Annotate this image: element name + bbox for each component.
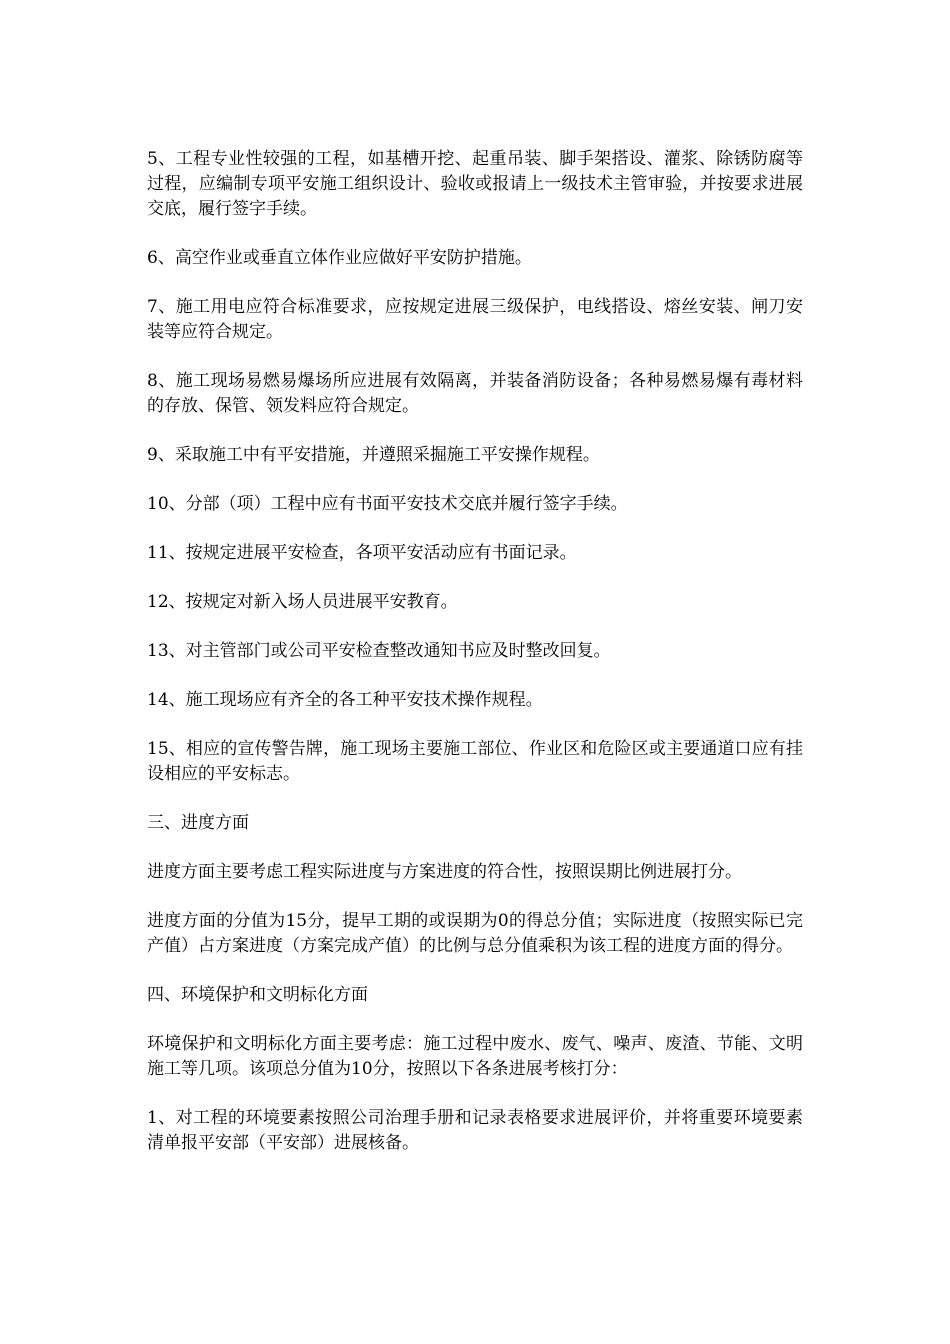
progress-intro-paragraph: 进度方面主要考虑工程实际进度与方案进度的符合性，按照误期比例进展打分。 (147, 862, 742, 882)
paragraph-item-10: 10、分部（项）工程中应有书面平安技术交底并履行签字手续。 (147, 494, 628, 514)
paragraph-item-7: 7、施工用电应符合标准要求，应按规定进展三级保护，电线搭设、熔丝安装、闸刀安装等应符合规定。 (147, 297, 803, 342)
document-body (147, 147, 803, 1180)
paragraph-item-14: 14、施工现场应有齐全的各工种平安技术操作规程。 (147, 690, 543, 710)
paragraph-item-13: 13、对主管部门或公司平安检查整改通知书应及时整改回复。 (147, 641, 611, 661)
paragraph-item-9: 9、采取施工中有平安措施，并遵照采掘施工平安操作规程。 (147, 445, 600, 465)
paragraph-item-5: 5、工程专业性较强的工程，如基槽开挖、起重吊装、脚手架搭设、灌浆、除锈防腐等过程，应编制专项平安施工组织设计、验收或报请上一级技术主管审验，并按要求进展交底，履行签字手续。 (147, 149, 803, 219)
paragraph-item-6: 6、高空作业或垂直立体作业应做好平安防护措施。 (147, 248, 532, 268)
progress-scoring-paragraph: 进度方面的分值为15分，提早工期的或误期为0的得总分值；实际进度（按照实际已完产值）占方案进度（方案完成产值）的比例与总分值乘积为该工程的进度方面的得分。 (147, 911, 803, 956)
paragraph-item-8: 8、施工现场易燃易爆场所应进展有效隔离，并装备消防设备；各种易燃易爆有毒材料的存放、保管、领发料应符合规定。 (147, 371, 803, 416)
section-heading-environment: 四、环境保护和文明标化方面 (147, 985, 368, 1005)
paragraph-item-15: 15、相应的宣传警告牌，施工现场主要施工部位、作业区和危险区或主要通道口应有挂设相应的平安标志。 (147, 739, 803, 784)
environment-intro-paragraph: 环境保护和文明标化方面主要考虑：施工过程中废水、废气、噪声、废渣、节能、文明施工等几项。该项总分值为10分，按照以下各条进展考核打分： (147, 1034, 803, 1079)
environment-item-1: 1、对工程的环境要素按照公司治理手册和记录表格要求进展评价，并将重要环境要素清单报平安部（平安部）进展核备。 (147, 1108, 803, 1153)
section-heading-progress: 三、进度方面 (147, 813, 249, 833)
paragraph-item-11: 11、按规定进展平安检查，各项平安活动应有书面记录。 (147, 543, 577, 563)
paragraph-item-12: 12、按规定对新入场人员进展平安教育。 (147, 592, 458, 612)
